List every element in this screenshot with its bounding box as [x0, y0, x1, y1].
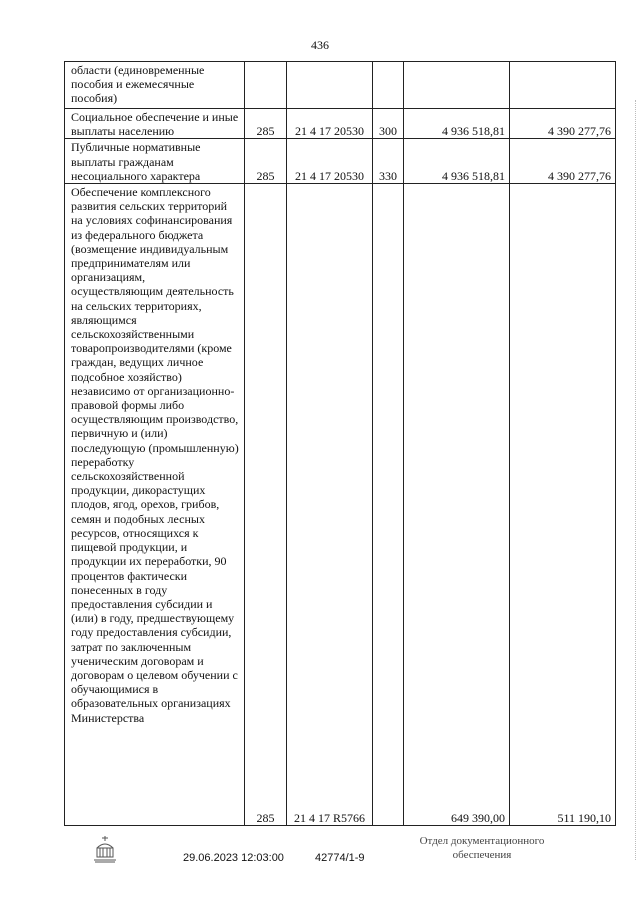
stamp [402, 834, 562, 862]
row-amount-2 [510, 62, 616, 109]
row-amount-1: 649 390,00 [404, 184, 510, 826]
table-row [65, 109, 616, 139]
budget-table [64, 61, 616, 826]
stamp-line-2: обеспечения [452, 849, 512, 861]
row-amount-2: 4 390 277,76 [510, 139, 616, 184]
row-amount-1: 4 936 518,81 [404, 109, 510, 139]
row-ved [245, 62, 287, 109]
row-vr: 330 [373, 139, 404, 184]
row-ved: 285 [245, 184, 287, 826]
row-name: Публичные нормативные выплаты гражданам несоциального характера [65, 139, 245, 184]
page-number: 436 [311, 38, 329, 52]
row-name: области (единовременные пособия и ежемесячные пособия) [65, 62, 245, 109]
row-csr [287, 62, 373, 109]
row-ved: 285 [245, 109, 287, 139]
row-vr [373, 62, 404, 109]
scan-edge-divider [634, 100, 636, 860]
table-row [65, 62, 616, 109]
emblem-icon [92, 834, 118, 864]
row-amount-2: 511 190,10 [510, 184, 616, 826]
footer-date: 29.06.2023 12:03:00 [183, 852, 284, 864]
row-name: Обеспечение комплексного развития сельских территорий на условиях софинансирования из федерального бюджета (возмещение индивидуальным предпринимателям или организациям, осуществляющим деятельность на сельских территориях, являющимся сельскохозяйственными товаропроизводителями (кроме граждан, ведущих личное подсобное хозяйство) независимо от организационно-правовой формы либо осуществляющим производство, первичную и (или) последующую (промышленную) переработку сельскохозяйственной продукции, дикорастущих плодов, ягод, орехов, грибов, семян и подобных лесных ресурсов, относящихся к пищевой продукции, и продукции их переработки, 90 процентов фактически понесенных в году предоставления субсидии и (или) в году, предшествующему году предоставления субсидии, затрат по заключенным ученическим договорам и договорам о целевом обучении с обучающимися в образовательных организациях Министерства [65, 184, 245, 826]
row-amount-2: 4 390 277,76 [510, 109, 616, 139]
footer-doc-code: 42774/1-9 [315, 852, 365, 864]
row-vr: 300 [373, 109, 404, 139]
row-csr: 21 4 17 R5766 [287, 184, 373, 826]
row-amount-1 [404, 62, 510, 109]
row-csr: 21 4 17 20530 [287, 109, 373, 139]
stamp-line-1: Отдел документационного [419, 835, 545, 847]
row-csr: 21 4 17 20530 [287, 139, 373, 184]
row-name: Социальное обеспечение и иные выплаты населению [65, 109, 245, 139]
table-row [65, 184, 616, 826]
row-vr [373, 184, 404, 826]
row-amount-1: 4 936 518,81 [404, 139, 510, 184]
table-row [65, 139, 616, 184]
row-ved: 285 [245, 139, 287, 184]
